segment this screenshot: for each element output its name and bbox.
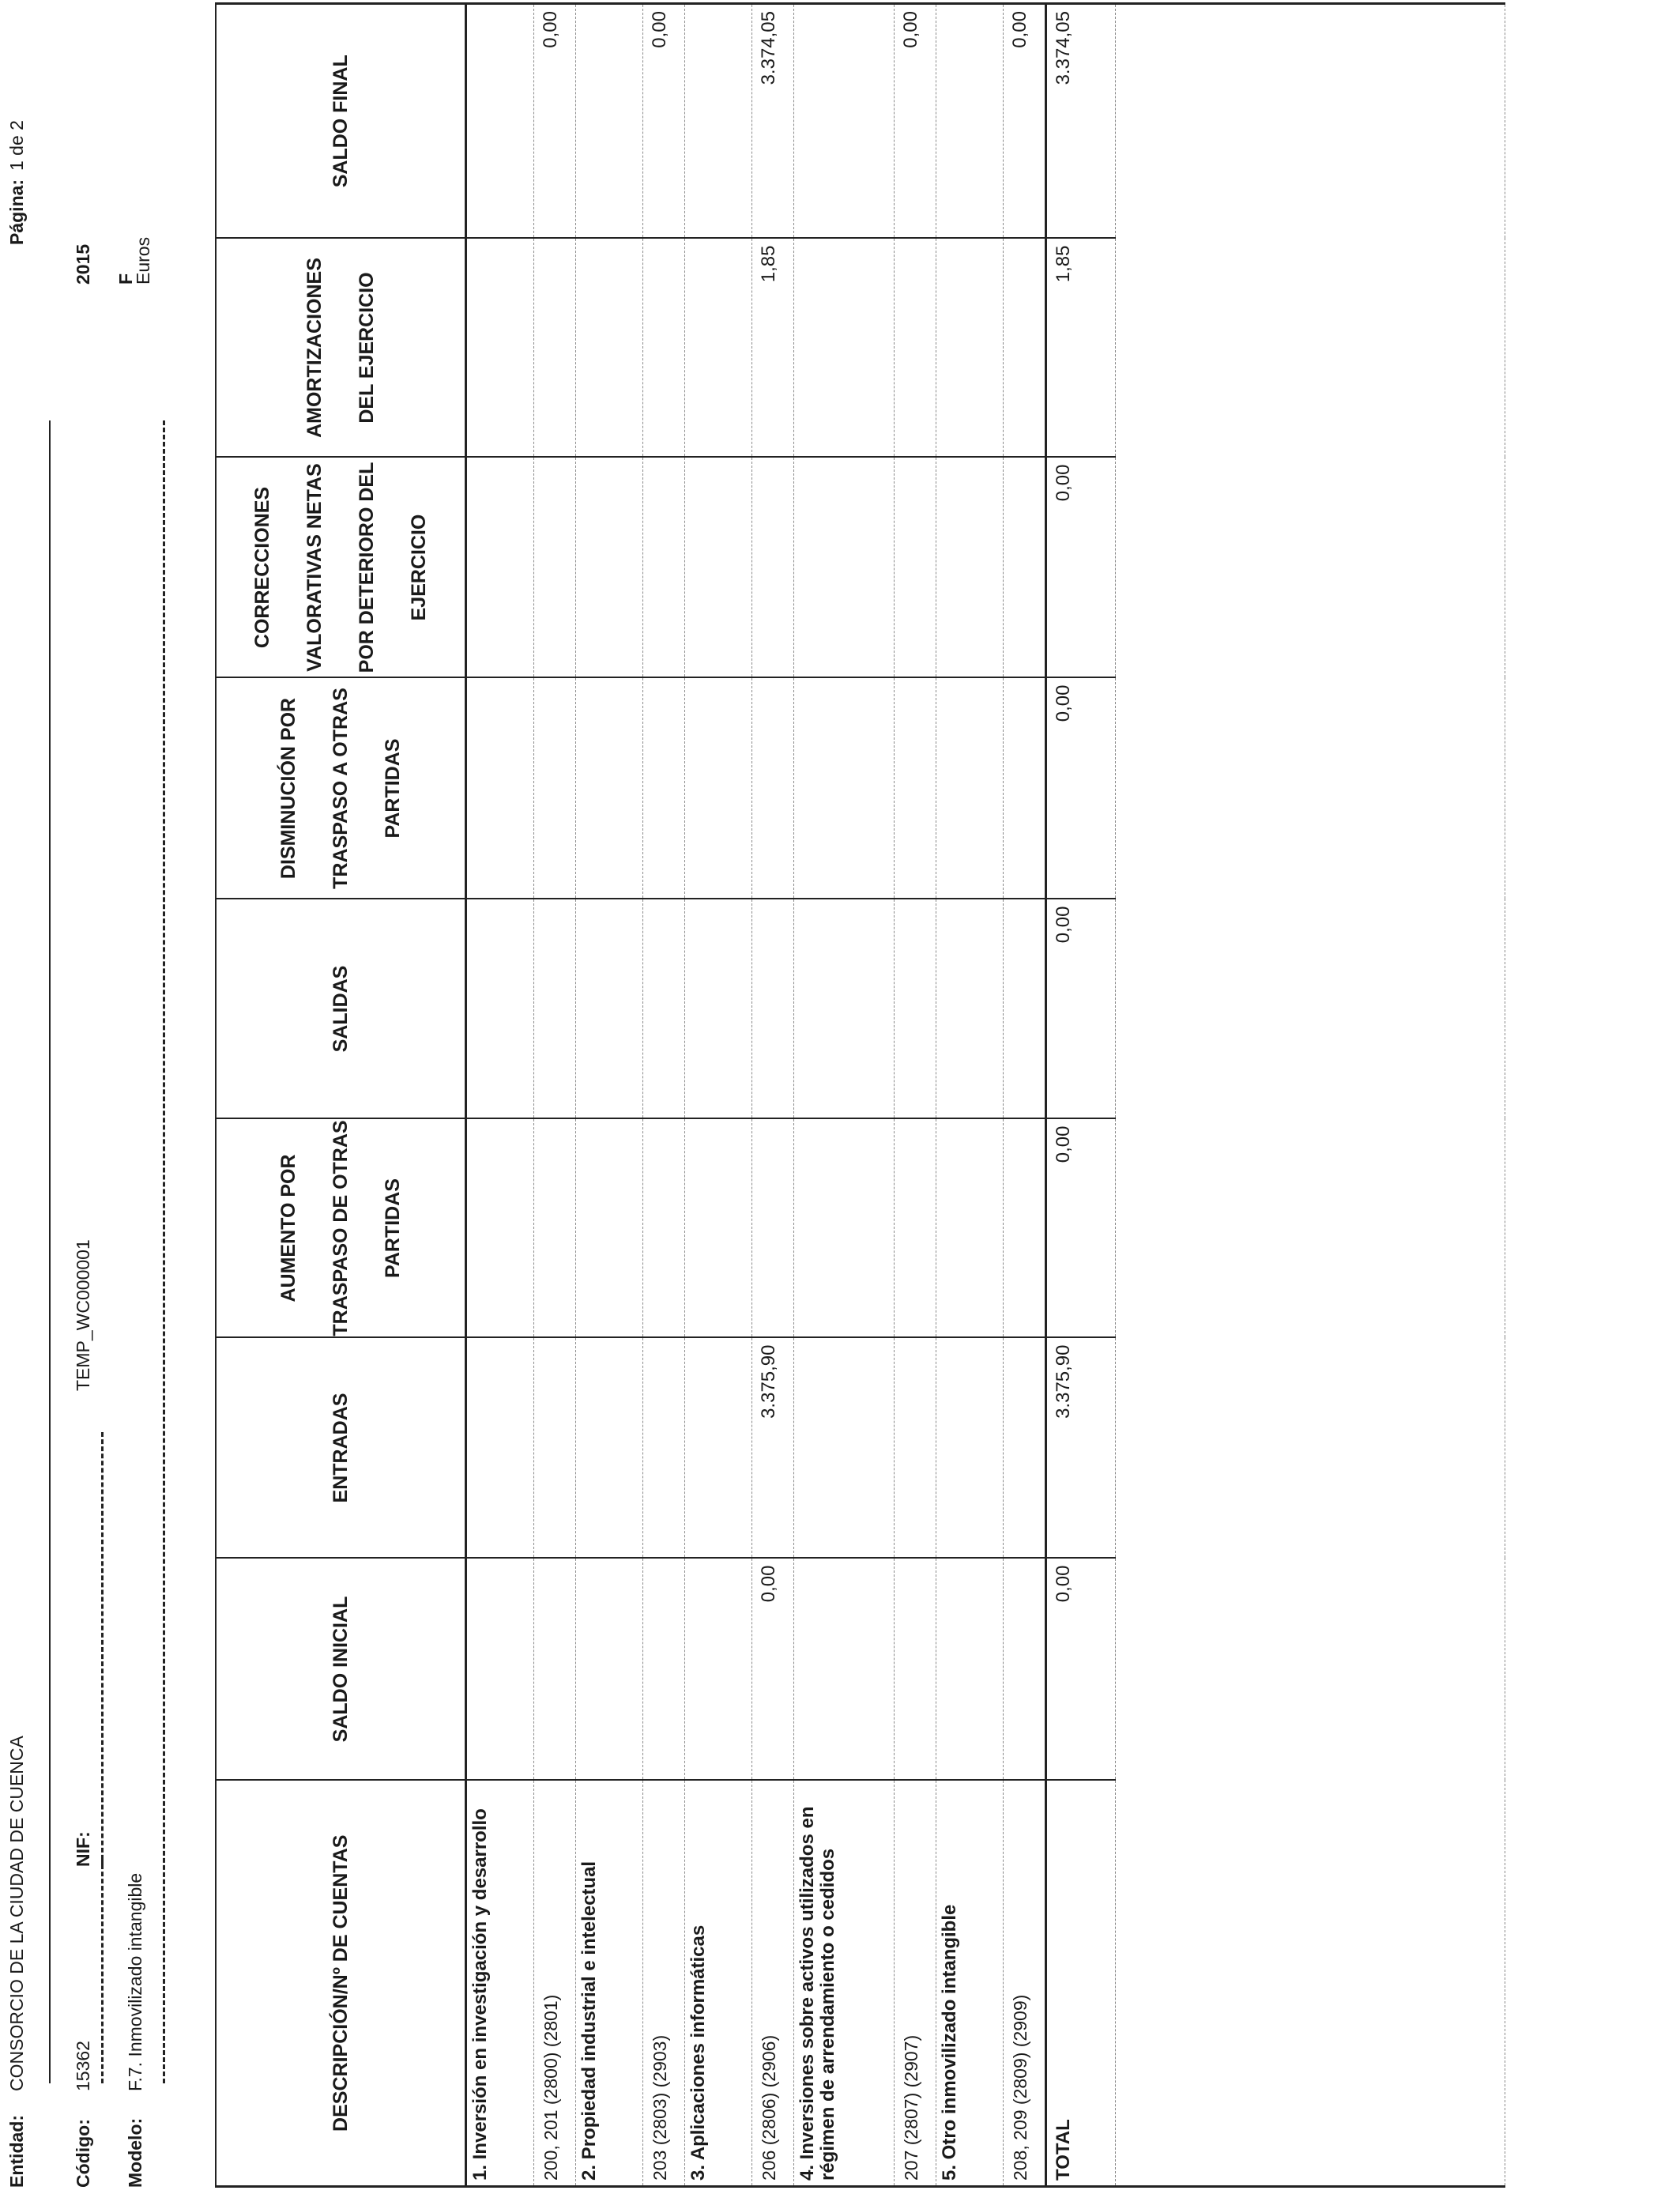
- intangible-assets-table: [215, 2, 1505, 2188]
- account-codes: 206 (2806) (2906): [752, 1781, 794, 2187]
- value-cell: [1004, 678, 1046, 899]
- value-cell: 0,00: [895, 4, 936, 239]
- col-header-salidas: SALIDAS: [216, 899, 466, 1119]
- model-label: Modelo:: [125, 2117, 145, 2188]
- entity-label: Entidad:: [6, 2115, 27, 2188]
- value-cell: [752, 899, 794, 1119]
- year-value: 2015: [73, 243, 93, 285]
- account-codes: 207 (2807) (2907): [895, 1781, 936, 2187]
- empty-area: [1116, 4, 1505, 2187]
- total-value-cell: 0,00: [1046, 1559, 1116, 1781]
- value-cell: 3.374,05: [752, 4, 794, 239]
- nif-dashed-line: [101, 1432, 104, 1867]
- account-codes: 200, 201 (2800) (2801): [534, 1781, 576, 2187]
- total-value-cell: 0,00: [1046, 1119, 1116, 1338]
- value-cell: [895, 899, 936, 1119]
- value-cell: [1004, 1119, 1046, 1338]
- value-cell: 0,00: [752, 1559, 794, 1781]
- value-cell: [534, 899, 576, 1119]
- category-label: 1. Inversión en investigación y desarrollo: [466, 1781, 534, 2187]
- value-cell: [643, 678, 685, 899]
- value-cell: [643, 899, 685, 1119]
- category-row: [936, 4, 1004, 2187]
- empty-area-row: [1116, 4, 1505, 2187]
- account-row: [643, 4, 685, 2187]
- value-cell: [752, 1119, 794, 1338]
- header-rule-line: [49, 420, 51, 2083]
- value-cell: 0,00: [1004, 4, 1046, 239]
- letter-value: F: [115, 273, 136, 285]
- total-value-cell: 1,85: [1046, 239, 1116, 458]
- value-cell: [895, 1338, 936, 1559]
- value-cell: [534, 458, 576, 678]
- col-header-disminucion-traspaso: DISMINUCIÓN POR TRASPASO A OTRAS PARTIDAS: [216, 678, 466, 899]
- total-value-cell: 0,00: [1046, 678, 1116, 899]
- category-row: [794, 4, 895, 2187]
- value-cell: 0,00: [643, 4, 685, 239]
- value-cell: [1004, 1559, 1046, 1781]
- col-header-correcciones-valorativas: CORRECCIONES VALORATIVAS NETAS POR DETERIORO DEL EJERCICIO: [216, 458, 466, 678]
- value-cell: [643, 239, 685, 458]
- header-row: [216, 4, 466, 2187]
- currency-value: Euros: [133, 236, 153, 285]
- category-label: 4. Inversiones sobre activos utilizados en régimen de arrendamiento o cedidos: [794, 1781, 895, 2187]
- page-label: Página:: [6, 179, 27, 245]
- col-header-amortizaciones: AMORTIZACIONES DEL EJERCICIO: [216, 239, 466, 458]
- account-codes: 208, 209 (2809) (2909): [1004, 1781, 1046, 2187]
- account-row: [752, 4, 794, 2187]
- value-cell: [1004, 899, 1046, 1119]
- code-dashed-line: [101, 1857, 104, 2083]
- category-label: 5. Otro inmovilizado intangible: [936, 1781, 1004, 2187]
- value-cell: [895, 458, 936, 678]
- value-cell: [752, 458, 794, 678]
- account-row: [534, 4, 576, 2187]
- category-label: 2. Propiedad industrial e intelectual: [576, 1781, 643, 2187]
- col-header-saldo-final: SALDO FINAL: [216, 4, 466, 239]
- code-label: Código:: [73, 2119, 93, 2188]
- category-row: [576, 4, 643, 2187]
- total-row: [1046, 4, 1116, 2187]
- col-header-description: DESCRIPCIÓN/Nº DE CUENTAS: [216, 1781, 466, 2187]
- account-codes: 203 (2803) (2903): [643, 1781, 685, 2187]
- total-value-cell: 0,00: [1046, 899, 1116, 1119]
- account-row: [1004, 4, 1046, 2187]
- model-dashed-line: [163, 420, 165, 2083]
- value-cell: [895, 1119, 936, 1338]
- code-value: 15362: [73, 2041, 93, 2091]
- col-header-saldo-inicial: SALDO INICIAL: [216, 1559, 466, 1781]
- value-cell: [895, 1559, 936, 1781]
- total-value-cell: 3.375,90: [1046, 1338, 1116, 1559]
- value-cell: [1004, 1338, 1046, 1559]
- total-value-cell: 0,00: [1046, 458, 1116, 678]
- value-cell: [643, 458, 685, 678]
- model-value: F.7. Inmovilizado intangible: [125, 1872, 145, 2091]
- value-cell: 3.375,90: [752, 1338, 794, 1559]
- value-cell: [534, 1559, 576, 1781]
- value-cell: [643, 1338, 685, 1559]
- category-label: 3. Aplicaciones informáticas: [685, 1781, 752, 2187]
- value-cell: [643, 1119, 685, 1338]
- value-cell: [895, 678, 936, 899]
- total-value-cell: 3.374,05: [1046, 4, 1116, 239]
- total-label: TOTAL: [1046, 1781, 1116, 2187]
- account-row: [895, 4, 936, 2187]
- value-cell: [895, 239, 936, 458]
- value-cell: [534, 1119, 576, 1338]
- nif-label: NIF:: [73, 1831, 93, 1867]
- value-cell: [534, 678, 576, 899]
- nif-value: TEMP_WC000001: [73, 1239, 93, 1391]
- category-row: [685, 4, 752, 2187]
- entity-value: CONSORCIO DE LA CIUDAD DE CUENCA: [6, 1736, 27, 2091]
- col-header-aumento-traspaso: AUMENTO POR TRASPASO DE OTRAS PARTIDAS: [216, 1119, 466, 1338]
- value-cell: [643, 1559, 685, 1781]
- value-cell: [534, 239, 576, 458]
- value-cell: [752, 678, 794, 899]
- value-cell: [1004, 239, 1046, 458]
- value-cell: 1,85: [752, 239, 794, 458]
- value-cell: [1004, 458, 1046, 678]
- page-value: 1 de 2: [6, 120, 27, 171]
- col-header-entradas: ENTRADAS: [216, 1338, 466, 1559]
- value-cell: [534, 1338, 576, 1559]
- category-row: [466, 4, 534, 2187]
- value-cell: 0,00: [534, 4, 576, 239]
